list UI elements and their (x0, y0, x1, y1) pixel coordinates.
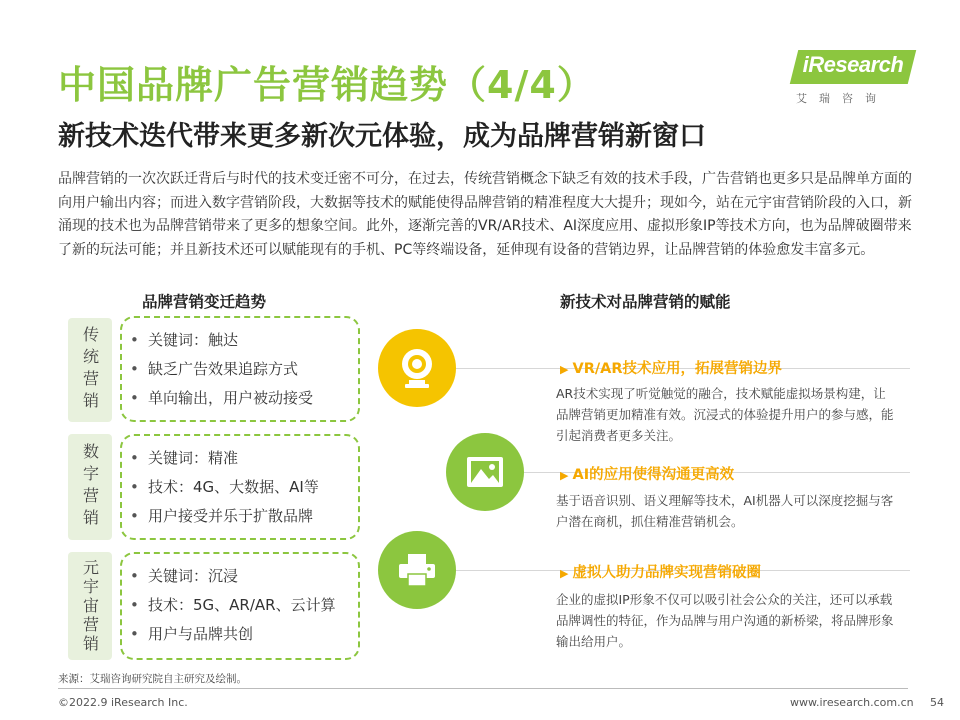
stage-item: • 关键词：触达 (130, 331, 239, 349)
stage-label-text: 数字营销 (80, 443, 100, 531)
right-column-heading: 新技术对品牌营销的赋能 (560, 293, 731, 311)
stage-item: • 单向输出，用户被动接受 (130, 389, 314, 407)
footer-copyright: ©2022.9 iResearch Inc. (58, 696, 188, 709)
page-title: 中国品牌广告营销趋势（4/4） (58, 63, 596, 107)
stage-box-metaverse (120, 552, 360, 660)
feature-desc-vr: AR技术实现了听觉触觉的融合，技术赋能虚拟场景构建，让品牌营销更加精准有效。沉浸式的体验提升用户的参与感，能引起消费者更多关注。 (556, 386, 894, 443)
webcam-icon (397, 346, 437, 390)
feature-desc-ai: 基于语音识别、语义理解等技术，AI机器人可以深度挖掘与客户潜在商机，抓住精准营销机会。 (556, 493, 894, 529)
stage-box-traditional (120, 316, 360, 422)
feature-title-virtual: ▶ 虚拟人助力品牌实现营销破圈 (560, 565, 761, 581)
footer-website[interactable]: www.iresearch.com.cn (790, 696, 914, 709)
feature-circle-vr (378, 329, 456, 407)
feature-title-ai: ▶ AI的应用使得沟通更高效 (560, 467, 735, 483)
page-number: 54 (930, 696, 944, 709)
arrow-icon: ▶ (560, 567, 569, 580)
stage-item: • 用户接受并乐于扩散品牌 (130, 507, 314, 525)
stage-label-text: 传统营销 (80, 326, 100, 414)
logo-subtext: 艾瑞咨询 (796, 92, 888, 105)
feature-circle-virtual (378, 531, 456, 609)
stage-label-metaverse (68, 552, 112, 660)
intro-paragraph: 品牌营销的一次次跃迁背后与时代的技术变迁密不可分，在过去，传统营销概念下缺乏有效的技术手段，广告营销也更多只是品牌单方面的向用户输出内容；而进入数字营销阶段，大数据等技术的赋能使得品牌营销的精准程度大大提升；现如今，站在元宇宙营销阶段的入口，新涌现的技术也为品牌营销带来了更多的想象空间。此外，逐渐完善的VR/AR技术、AI深度应用、虚拟形象IP等技术方向，也为品牌破圈带来了新的玩法可能；并且新技术还可以赋能现有的手机、PC等终端设备，延伸现有设备的营销边界，让品牌营销的体验愈发丰富多元。 (58, 171, 912, 258)
stage-box-digital (120, 434, 360, 540)
stage-item: • 技术：5G、AR/AR、云计算 (130, 596, 336, 614)
stage-item: • 关键词：精准 (130, 449, 239, 467)
page-subtitle: 新技术迭代带来更多新次元体验，成为品牌营销新窗口 (58, 121, 706, 152)
arrow-icon: ▶ (560, 469, 569, 482)
stage-label-traditional (68, 318, 112, 422)
arrow-icon: ▶ (560, 363, 569, 376)
stage-item: • 技术：4G、大数据、AI等 (130, 478, 319, 496)
logo-text: iResearch (802, 52, 904, 77)
stage-label-text: 元宇宙营销 (80, 558, 100, 654)
feature-title-vr: ▶ VR/AR技术应用，拓展营销边界 (560, 361, 783, 377)
feature-circle-ai (446, 433, 524, 511)
stage-item: • 关键词：沉浸 (130, 567, 239, 585)
stage-label-digital (68, 434, 112, 540)
printer-icon (397, 552, 437, 588)
feature-desc-virtual: 企业的虚拟IP形象不仅可以吸引社会公众的关注，还可以承载品牌调性的特征，作为品牌与用户沟通的新桥梁，将品牌形象输出给用户。 (556, 592, 894, 649)
source-note: 来源：艾瑞咨询研究院自主研究及绘制。 (58, 673, 247, 685)
iresearch-logo (788, 46, 912, 108)
footer-divider (58, 688, 908, 689)
stage-item: • 缺乏广告效果追踪方式 (130, 360, 299, 378)
left-column-heading: 品牌营销变迁趋势 (142, 293, 267, 311)
stage-item: • 用户与品牌共创 (130, 625, 254, 643)
image-icon (465, 455, 505, 489)
